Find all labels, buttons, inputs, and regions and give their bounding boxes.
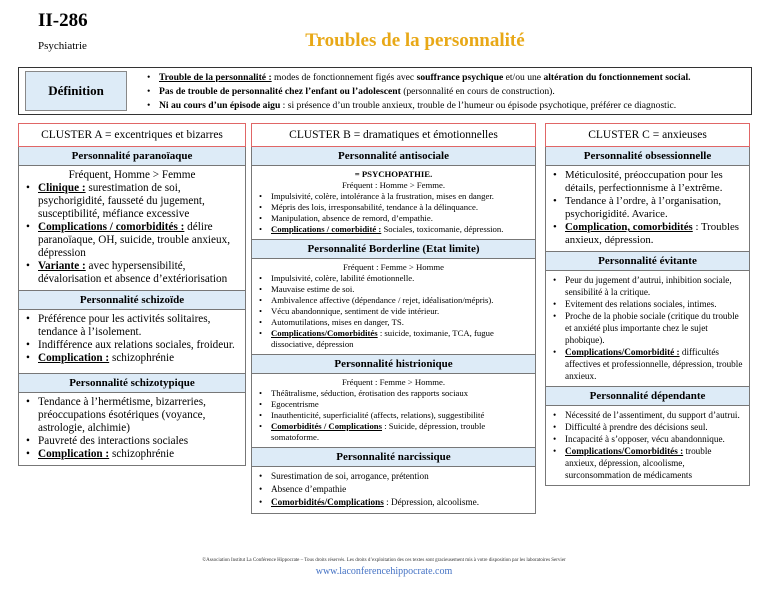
website-link[interactable]: www.laconferencehippocrate.com	[315, 566, 453, 577]
list-item	[552, 445, 743, 481]
list-item	[258, 202, 529, 213]
section-evitante	[545, 252, 750, 387]
item-text: Théâtralisme, séduction, érotisation des rapports sociaux	[271, 388, 469, 398]
item-text: Pauvreté des interactions sociales	[38, 435, 189, 447]
item-text: avec hypersensibilité, dévalorisation et absence d’extériorisation	[38, 260, 228, 285]
item-text: Manipulation, absence de remord, d’empathie.	[271, 213, 433, 223]
list-item	[552, 421, 743, 433]
section-title: Personnalité schizoïde	[19, 291, 245, 310]
item-text: Evitement des relations sociales, intimes.	[565, 299, 717, 309]
item-label: Comorbidités / Complications	[271, 421, 383, 431]
list-item	[552, 195, 743, 221]
item-label: Complication, comorbidités	[565, 221, 693, 233]
item-label: Variante :	[38, 260, 86, 272]
section-title: Personnalité paranoïaque	[19, 147, 245, 166]
item-text: Tendance à l’ordre, à l’organisation, psychorigidité. Avarice.	[565, 195, 722, 220]
item-text: Vécu abandonnique, sentiment de vide intérieur.	[271, 306, 440, 316]
definition-box	[18, 67, 752, 115]
list-item	[258, 317, 529, 328]
item-text: Nécessité de l’assentiment, du support d’autrui.	[565, 410, 740, 420]
cluster-a-column	[18, 123, 246, 466]
list-item	[258, 213, 529, 224]
definition-item: • Pas de trouble de personnalité chez l’enfant ou l’adolescent (personnalité en cours de construction).	[145, 85, 691, 99]
definition-label: Définition	[25, 71, 127, 111]
list-item	[258, 328, 529, 350]
list-item	[25, 396, 239, 435]
item-text: trouble anxieux, dépression, alcoolisme, surconsommation de médicaments	[565, 446, 712, 480]
section-title: Personnalité dépendante	[546, 387, 749, 406]
item-text: Ambivalence affective (dépendance / rejet, idéalisation/mépris).	[271, 295, 494, 305]
section-title: Personnalité Borderline (Etat limite)	[252, 240, 535, 259]
list-item	[25, 448, 239, 461]
item-label: Complications/Comorbidité :	[565, 347, 680, 357]
section-subtitle: = PSYCHOPATHIE.	[354, 169, 433, 179]
definition-item: • Trouble de la personnalité : modes de fonctionnement figés avec souffrance psychique et/ou une altération du fonctionnement social.	[145, 71, 691, 85]
section-antisociale	[251, 147, 536, 240]
item-text: Absence d’empathie	[271, 484, 347, 494]
item-text: schizophrénie	[109, 448, 175, 460]
section-schizotypique	[18, 374, 246, 466]
list-item	[25, 260, 239, 286]
list-item	[552, 274, 743, 298]
cluster-c-column	[545, 123, 750, 486]
item-list	[25, 396, 239, 461]
list-item	[258, 284, 529, 295]
list-item	[552, 221, 743, 247]
section-obsessionnelle	[545, 147, 750, 252]
definition-list	[145, 71, 691, 113]
item-text: Mépris des lois, irresponsabilité, tendance à la délinquance.	[271, 202, 478, 212]
item-label: Complications / comorbidités :	[38, 221, 185, 233]
list-item	[258, 470, 529, 483]
definition-item: • Ni au cours d’un épisode aigu : si présence d’un trouble anxieux, trouble de l’humeur ou épisode psychotique, préférer ce diagnostic.	[145, 99, 691, 113]
section-title: Personnalité schizotypique	[19, 374, 245, 393]
item-label: Complication :	[38, 448, 110, 460]
specialty-label: Psychiatrie	[38, 40, 87, 52]
item-list	[552, 409, 743, 481]
item-text: Egocentrisme	[271, 399, 319, 409]
section-borderline	[251, 240, 536, 355]
list-item	[25, 221, 239, 260]
list-item	[552, 310, 743, 346]
list-item	[258, 224, 529, 235]
list-item	[25, 313, 239, 339]
item-text: : suicide, toximanie, TCA, fugue dissociative, dépression	[271, 328, 494, 349]
section-title: Personnalité narcissique	[252, 448, 535, 467]
frequency-text: Fréquent : Homme > Femme.	[341, 180, 446, 190]
cluster-b-column	[251, 123, 536, 514]
list-item	[258, 410, 529, 421]
item-text: Peur du jugement d’autrui, inhibition sociale, sensibilité à la critique.	[565, 275, 732, 297]
item-text: Incapacité à s’opposer, vécu abandonnique.	[565, 434, 725, 444]
section-narcissique	[251, 448, 536, 514]
page-title: Troubles de la personnalité	[305, 30, 525, 51]
list-item	[25, 435, 239, 448]
item-list	[258, 470, 529, 509]
item-text: Proche de la phobie sociale (critique du trouble et anxiété plus importante chez le sujet phobique).	[565, 311, 739, 345]
item-list	[25, 313, 239, 365]
item-code: II-286	[38, 10, 88, 31]
section-title: Personnalité obsessionnelle	[546, 147, 749, 166]
item-text: Impulsivité, colère, intolérance à la frustration, mises en danger.	[271, 191, 494, 201]
item-label: Clinique :	[38, 182, 86, 194]
list-item	[552, 409, 743, 421]
list-item	[25, 182, 239, 221]
item-text: : Dépression, alcoolisme.	[383, 497, 479, 507]
item-text: Sociales, toxicomanie, dépression.	[381, 224, 504, 234]
list-item	[25, 339, 239, 352]
item-text: : Troubles anxieux, dépression.	[565, 221, 739, 246]
item-list	[552, 274, 743, 382]
section-title: Personnalité évitante	[546, 252, 749, 271]
item-text: surestimation de soi, psychorigidité, fausseté du jugement, susceptibilité, méfiance excessive	[38, 182, 205, 220]
item-text: : Suicide, dépression, trouble somatoforme.	[271, 421, 486, 442]
item-text: Tendance à l’hermétisme, bizarreries, préoccupations ésotériques (voyance, astrologie, alchimie)	[38, 396, 206, 434]
section-paranoiaque	[18, 147, 246, 291]
section-title: Personnalité histrionique	[252, 355, 535, 374]
frequency-text: Fréquent : Femme > Homme.	[341, 377, 446, 387]
list-item	[258, 273, 529, 284]
item-text: délire paranoïaque, OH, suicide, trouble anxieux, dépression	[38, 221, 230, 259]
list-item	[25, 352, 239, 365]
item-list	[25, 182, 239, 286]
item-text: Méticulosité, préoccupation pour les détails, perfectionnisme à l’extrême.	[565, 169, 723, 194]
section-schizoide	[18, 291, 246, 374]
list-item	[552, 169, 743, 195]
item-label: Complications/Comorbidités	[271, 328, 378, 338]
list-item	[258, 483, 529, 496]
section-title: Personnalité antisociale	[252, 147, 535, 166]
item-list	[258, 388, 529, 443]
item-list	[552, 169, 743, 247]
item-text: Automutilations, mises en danger, TS.	[271, 317, 404, 327]
section-histrionique	[251, 355, 536, 448]
cluster-a-header: CLUSTER A = excentriques et bizarres	[18, 123, 246, 147]
list-item	[258, 399, 529, 410]
frequency-text: Fréquent : Femme > Homme	[343, 262, 444, 272]
item-list	[258, 273, 529, 350]
item-text: schizophrénie	[109, 352, 175, 364]
item-text: Difficulté à prendre des décisions seul.	[565, 422, 708, 432]
item-text: difficultés affectives et professionnelle, dépression, trouble anxieux.	[565, 347, 743, 381]
cluster-b-header: CLUSTER B = dramatiques et émotionnelles	[251, 123, 536, 147]
list-item	[258, 191, 529, 202]
item-text: Mauvaise estime de soi.	[271, 284, 355, 294]
item-label: Complications/Comorbidités :	[565, 446, 684, 456]
item-text: Indifférence aux relations sociales, froideur.	[38, 339, 235, 351]
item-text: Inauthenticité, superficialité (affects, relations), suggestibilité	[271, 410, 485, 420]
item-text: Préférence pour les activités solitaires, tendance à l’isolement.	[38, 313, 211, 338]
list-item	[258, 295, 529, 306]
item-label: Comorbidités/Complications	[271, 497, 384, 507]
section-dependante	[545, 387, 750, 486]
item-label: Complication :	[38, 352, 110, 364]
item-text: Surestimation de soi, arrogance, prétention	[271, 471, 429, 481]
list-item	[552, 433, 743, 445]
list-item	[552, 346, 743, 382]
list-item	[258, 496, 529, 509]
frequency-text: Fréquent, Homme > Femme	[68, 169, 196, 181]
list-item	[258, 306, 529, 317]
cluster-c-header: CLUSTER C = anxieuses	[545, 123, 750, 147]
item-text: Impulsivité, colère, labilité émotionnelle.	[271, 273, 415, 283]
list-item	[258, 421, 529, 443]
list-item	[258, 388, 529, 399]
list-item	[552, 298, 743, 310]
item-label: Complications / comorbidité :	[271, 224, 382, 234]
item-list	[258, 191, 529, 235]
copyright-notice: ©Association Institut La Conférence Hippocrate – Tous droits réservés. Les droits d’exploitation des ces textes sont gracieusement mis à votre disposition par les laboratoires Servier	[202, 558, 566, 563]
